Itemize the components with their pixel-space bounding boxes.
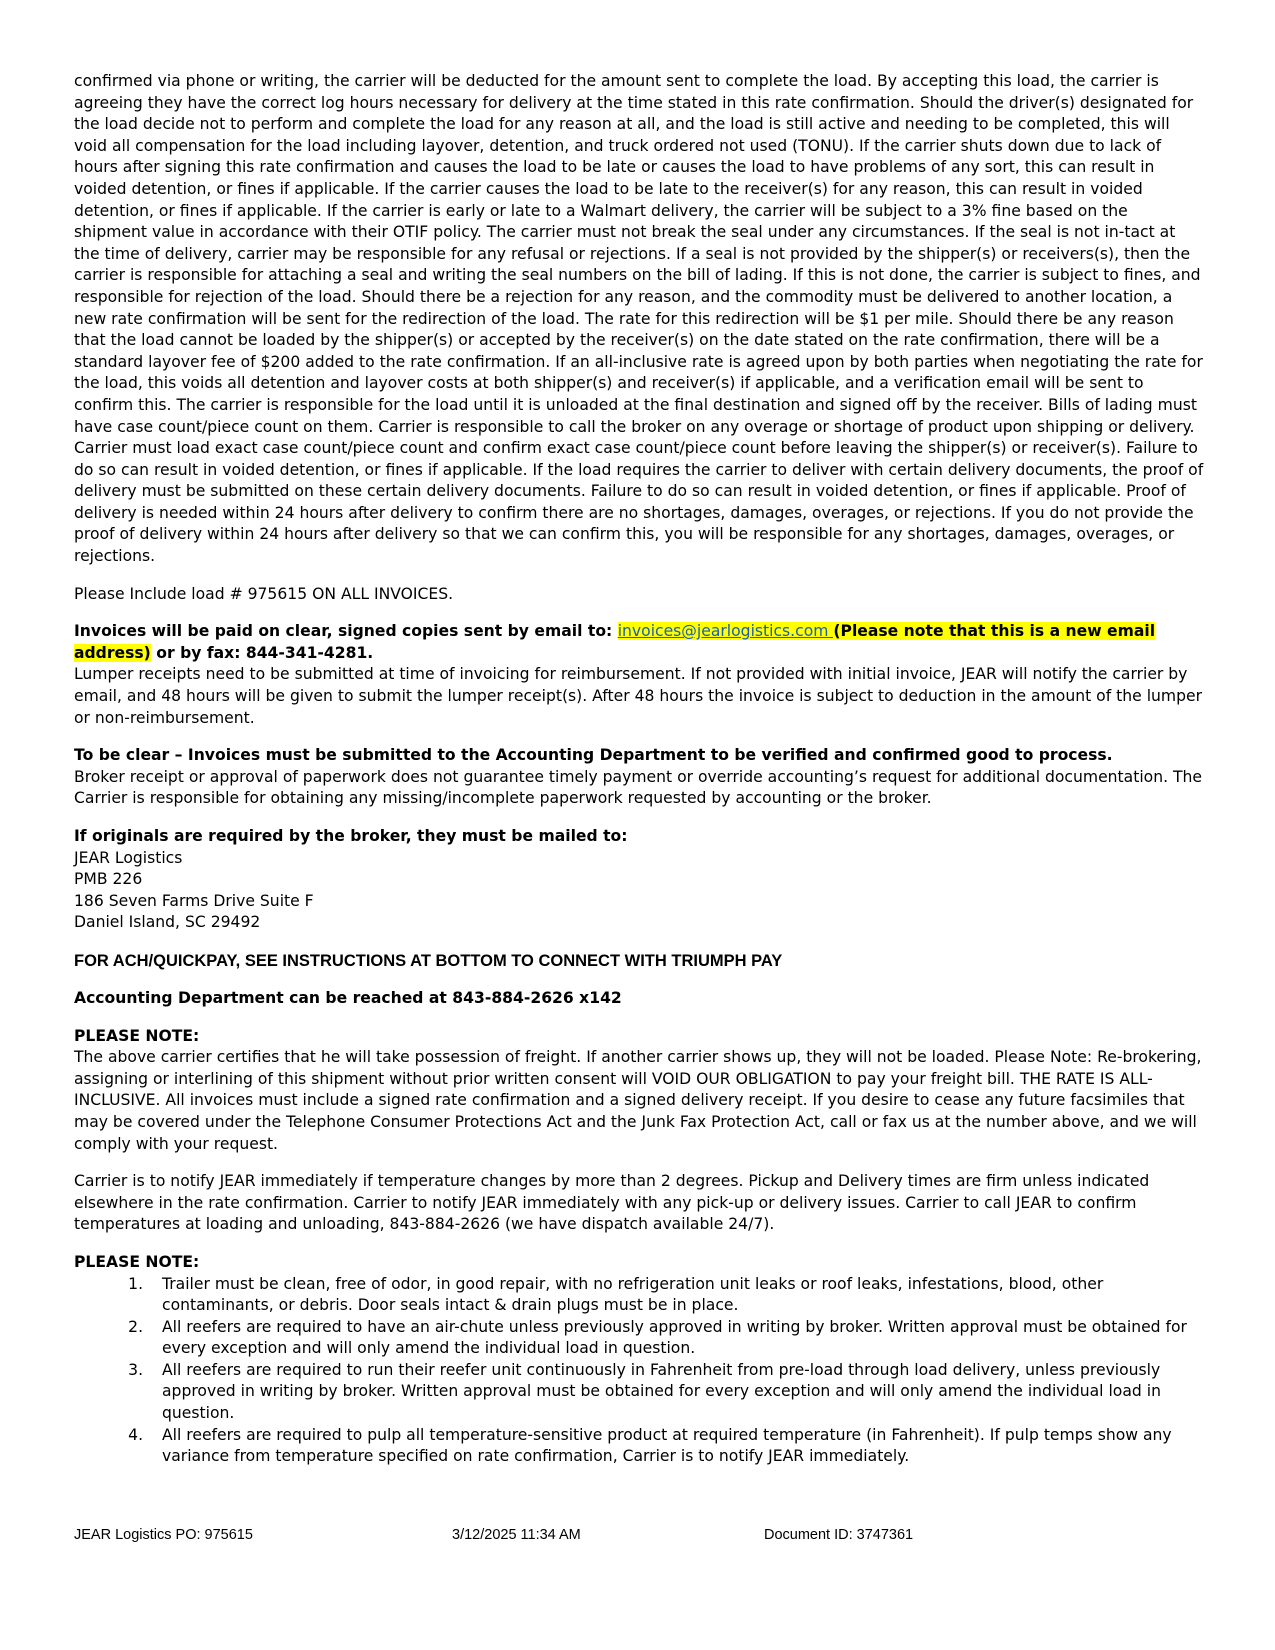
originals-heading: If originals are required by the broker, they must be mailed to:: [74, 827, 628, 845]
invoice-lead: Invoices will be paid on clear, signed copies sent by email to:: [74, 622, 618, 641]
page-footer: [74, 1527, 1204, 1549]
lumper-paragraph: Lumper receipts need to be submitted at time of invoicing for reimbursement. If not provided with initial invoice, JEAR will notify the carrier by email, and 48 hours will be given to submit the lumper receipt(s). After 48 hours the invoice is subject to deduction in the amount of the lumper or non-reimbursement.: [74, 665, 1203, 727]
document-page: [74, 71, 1204, 1468]
please-note-heading: PLEASE NOTE:: [74, 1026, 200, 1045]
new-email-note: (Please note that this is a new email address): [74, 622, 1156, 662]
address-line: 186 Seven Farms Drive Suite F: [74, 891, 314, 910]
invoice-fax: or by fax: 844-341-4281.: [150, 643, 374, 662]
reefer-requirements-list: [74, 1274, 1204, 1468]
carrier-certification-paragraph: The above carrier certifies that he will take possession of freight. If another carrier shows up, they will not be loaded. Please Note: Re-brokering, assigning or interlining of this shipment without prior written consent will VOID OUR OBLIGATION to pay your freight bill. THE RATE IS ALL-INCLUSIVE. All invoices must include a signed rate confirmation and a signed delivery receipt. If you desire to cease any future facsimiles that may be covered under the Telephone Consumer Protections Act and the Junk Fax Protection Act, call or fax us at the number above, and we will comply with your request.: [74, 1048, 1202, 1153]
footer-datetime: 3/12/2025 11:34 AM: [452, 1527, 581, 1543]
accounting-contact-line: Accounting Department can be reached at 843-884-2626 x142: [74, 988, 622, 1007]
clear-heading: To be clear – Invoices must be submitted to the Accounting Department to be verified and confirmed good to process.: [74, 746, 1113, 765]
clear-paragraph: Broker receipt or approval of paperwork does not guarantee timely payment or override accounting’s request for additional documentation. The Carrier is responsible for obtaining any missing/incomplete paperwork requested by accounting or the broker.: [74, 767, 1203, 808]
address-line: Daniel Island, SC 29492: [74, 913, 261, 932]
list-item: 3. All reefers are required to run their reefer unit continuously in Fahrenheit from pre-load through load delivery, unless previously approved in writing by broker. Written approval must be obtained for every exception and will only amend the individual load in question.: [148, 1360, 1204, 1425]
list-item: 4. All reefers are required to pulp all temperature-sensitive product at required temperature (in Fahrenheit). If pulp temps show any variance from temperature specified on rate confirmation, Carrier is to notify JEAR immediately.: [148, 1425, 1204, 1468]
footer-document-id: Document ID: 3747361: [764, 1527, 914, 1543]
address-line: JEAR Logistics: [74, 848, 183, 867]
mailing-address: [74, 848, 1204, 934]
load-number-line: Please Include load # 975615 ON ALL INVOICES.: [74, 584, 454, 603]
terms-paragraph: confirmed via phone or writing, the carrier will be deducted for the amount sent to complete the load. By accepting this load, the carrier is agreeing they have the correct log hours necessary for delivery at the time stated in this rate confirmation. Should the driver(s) designated for the load decide not to perform and complete the load for any reason at all, and the load is still active and needing to be completed, this will void all compensation for the load including layover, detention, and truck ordered not used (TONU). If the carrier shuts down due to lack of hours after signing this rate confirmation and causes the load to be late or causes the load to have problems of any sort, this can result in voided detention, or fines if applicable. If the carrier causes the load to be late to the receiver(s) for any reason, this can result in voided detention, or fines if applicable. If the carrier is early or late to a Walmart delivery, the carrier will be subject to a 3% fine based on the shipment value in accordance with their OTIF policy. The carrier must not break the seal under any circumstances. If the seal is not in-tact at the time of delivery, carrier may be responsible for any refusal or rejections. If a seal is not provided by the shipper(s) or receivers(s), then the carrier is responsible for attaching a seal and writing the seal numbers on the bill of lading. If this is not done, the carrier is subject to fines, and responsible for rejection of the load. Should there be a rejection for any reason, and the commodity must be delivered to another location, a new rate confirmation will be sent for the redirection of the load. The rate for this redirection will be $1 per mile. Should there be any reason that the load cannot be loaded by the shipper(s) or accepted by the receiver(s) on the date stated on the rate confirmation, there will be a standard layover fee of $200 added to the rate confirmation. If an all-inclusive rate is agreed upon by both parties when negotiating the rate for the load, this voids all detention and layover costs at both shipper(s) and receiver(s) if applicable, and a verification email will be sent to confirm this. The carrier is responsible for the load until it is unloaded at the final destination and signed off by the receiver. Bills of lading must have case count/piece count on them. Carrier is responsible to call the broker on any overage or shortage of product upon shipping or delivery. Carrier must load exact case count/piece count and confirm exact case count/piece count before leaving the shipper(s) or receiver(s). Failure to do so can result in voided detention, or fines if applicable. If the load requires the carrier to deliver with certain delivery documents, the proof of delivery must be submitted on these certain delivery documents. Failure to do so can result in voided detention, or fines if applicable. Proof of delivery is needed within 24 hours after delivery to confirm there are no shortages, damages, overages, or rejections. If you do not provide the proof of delivery within 24 hours after delivery so that we can confirm this, you will be responsible for any shortages, damages, overages, or rejections.: [74, 72, 1204, 566]
please-note-heading: PLEASE NOTE:: [74, 1252, 200, 1271]
invoice-instructions: [74, 621, 1204, 664]
list-item: 1. Trailer must be clean, free of odor, in good repair, with no refrigeration unit leaks or roof leaks, infestations, blood, other contaminants, or debris. Door seals intact & drain plugs must be in place.: [148, 1274, 1204, 1317]
footer-po-number: JEAR Logistics PO: 975615: [74, 1527, 253, 1543]
list-item: 2. All reefers are required to have an air-chute unless previously approved in writing by broker. Written approval must be obtained for every exception and will only amend the individual load in question.: [148, 1317, 1204, 1360]
temperature-paragraph: Carrier is to notify JEAR immediately if temperature changes by more than 2 degrees. Pickup and Delivery times are firm unless indicated elsewhere in the rate confirmation. Carrier to notify JEAR immediately with any pick-up or delivery issues. Carrier to call JEAR to confirm temperatures at loading and unloading, 843-884-2626 (we have dispatch available 24/7).: [74, 1172, 1150, 1234]
address-line: PMB 226: [74, 870, 143, 889]
ach-quickpay-heading: FOR ACH/QUICKPAY, SEE INSTRUCTIONS AT BOTTOM TO CONNECT WITH TRIUMPH PAY: [74, 951, 783, 970]
invoice-email-link[interactable]: invoices@jearlogistics.com: [617, 622, 834, 641]
